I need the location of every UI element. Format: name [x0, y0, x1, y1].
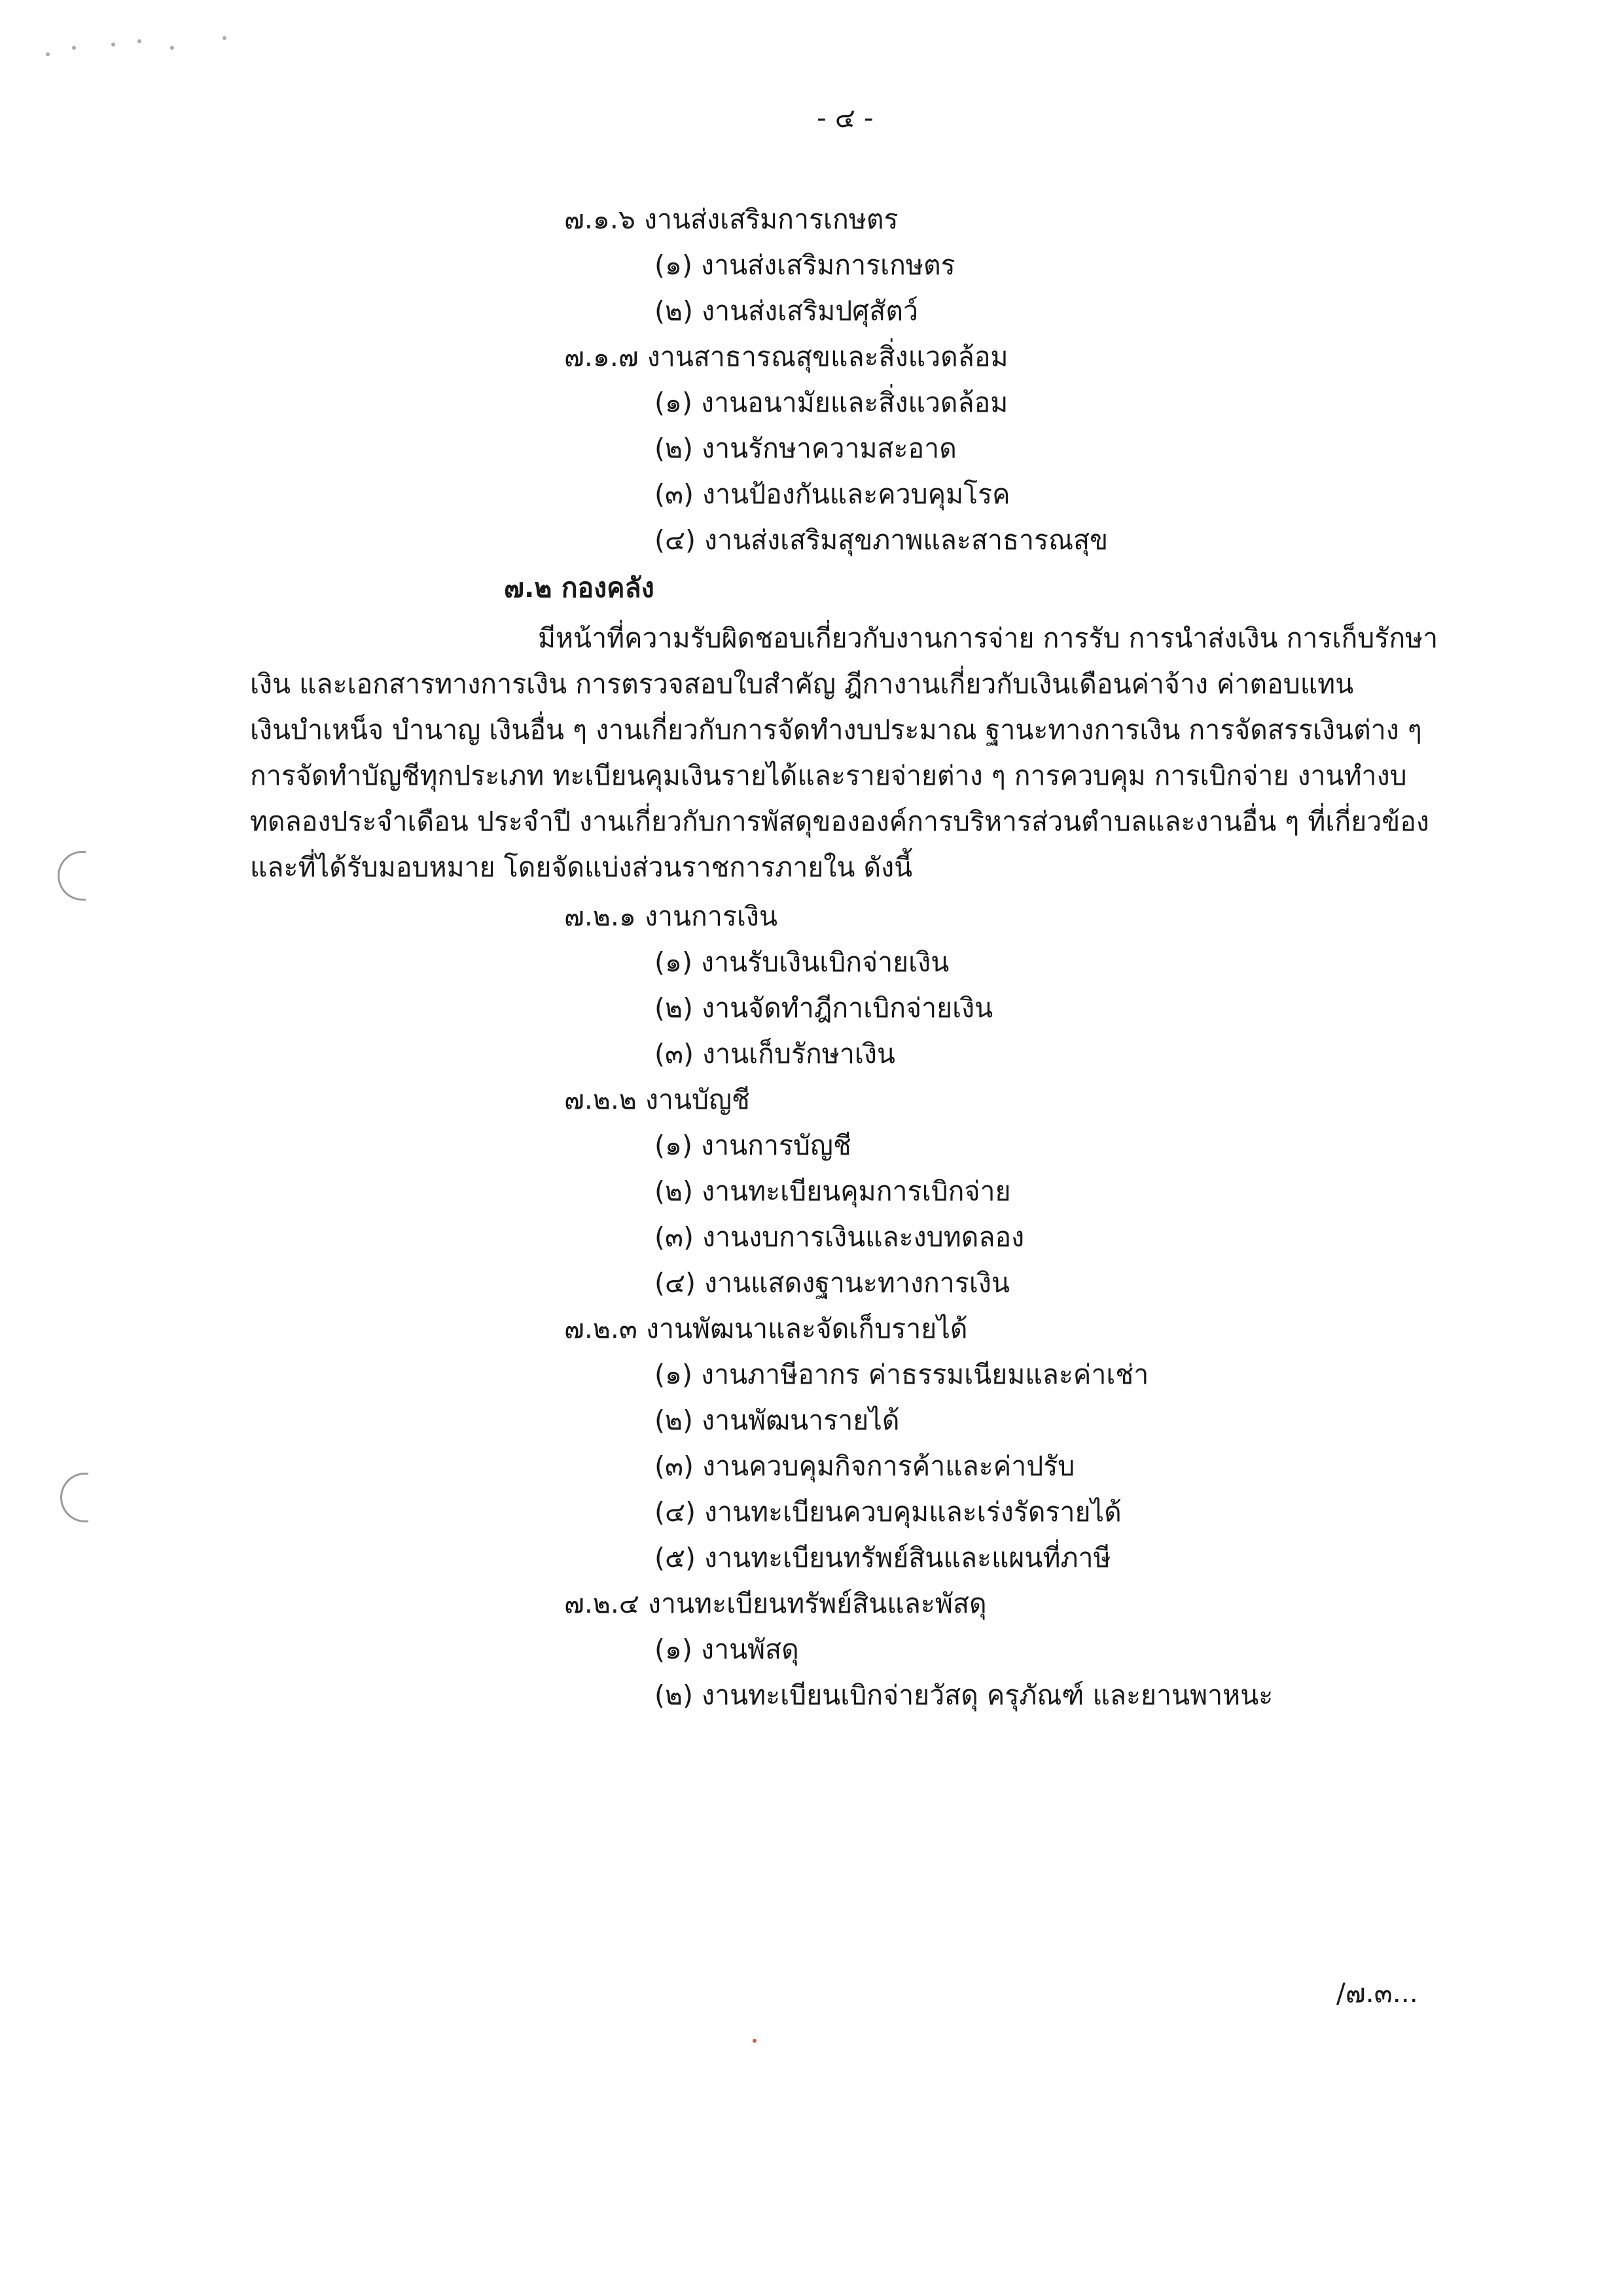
list-item: (๔) งานส่งเสริมสุขภาพและสาธารณสุข [654, 524, 1109, 556]
section-heading-72: ๗.๒ กองคลัง [504, 572, 654, 603]
list-item: (๒) งานทะเบียนเบิกจ่ายวัสดุ ครุภัณฑ์ และยานพาหนะ [654, 1679, 1274, 1711]
page-number: - ๔ - [817, 102, 874, 134]
list-item: (๑) งานส่งเสริมการเกษตร [654, 249, 955, 281]
list-item: (๓) งานควบคุมกิจการค้าและค่าปรับ [654, 1450, 1075, 1482]
list-item: (๔) งานแสดงฐานะทางการเงิน [654, 1267, 1010, 1299]
section-heading-716: ๗.๑.๖ งานส่งเสริมการเกษตร [564, 204, 899, 235]
section-72-paragraph [250, 615, 1438, 890]
paragraph-line: ทดลองประจำเดือน ประจำปี งานเกี่ยวกับการพัสดุขององค์การบริหารส่วนตำบลและงานอื่น ๆ ที่เกี่ยวข้อง [250, 806, 1429, 837]
list-item: (๑) งานการบัญชี [654, 1130, 851, 1161]
section-heading-721: ๗.๒.๑ งานการเงิน [564, 901, 777, 932]
scan-specks [39, 26, 236, 79]
paragraph-line: เงินบำเหน็จ บำนาญ เงินอื่น ๆ งานเกี่ยวกับการจัดทำงบประมาณ ฐานะทางการเงิน การจัดสรรเงินต่าง ๆ [250, 714, 1422, 745]
list-item: (๒) งานรักษาความสะอาด [654, 433, 957, 464]
paragraph-line: เงิน และเอกสารทางการเงิน การตรวจสอบใบสำคัญ ฎีกางานเกี่ยวกับเงินเดือนค่าจ้าง ค่าตอบแทน [250, 668, 1354, 700]
list-item: (๔) งานทะเบียนควบคุมและเร่งรัดรายได้ [654, 1496, 1122, 1528]
continuation-marker: /๗.๓... [1336, 1977, 1418, 2009]
list-item: (๓) งานงบการเงินและงบทดลอง [654, 1221, 1025, 1253]
scan-speck [753, 2039, 757, 2043]
section-heading-722: ๗.๒.๒ งานบัญชี [564, 1084, 750, 1115]
list-item: (๕) งานทะเบียนทรัพย์สินและแผนที่ภาษี [654, 1542, 1111, 1573]
list-item: (๑) งานรับเงินเบิกจ่ายเงิน [654, 946, 950, 978]
list-item: (๑) งานอนามัยและสิ่งแวดล้อม [654, 387, 1008, 418]
binder-hole-mark [58, 851, 86, 901]
list-item: (๑) งานพัสดุ [654, 1634, 799, 1665]
section-heading-723: ๗.๒.๓ งานพัฒนาและจัดเก็บรายได้ [564, 1313, 968, 1344]
list-item: (๒) งานจัดทำฎีกาเบิกจ่ายเงิน [654, 992, 993, 1024]
paragraph-line: มีหน้าที่ความรับผิดชอบเกี่ยวกับงานการจ่าย การรับ การนำส่งเงิน การเก็บรักษา [538, 622, 1438, 654]
paragraph-line: และที่ได้รับมอบหมาย โดยจัดแบ่งส่วนราชการภายใน ดังนี้ [250, 852, 913, 883]
list-item: (๑) งานภาษีอากร ค่าธรรมเนียมและค่าเช่า [654, 1359, 1149, 1390]
section-heading-717: ๗.๑.๗ งานสาธารณสุขและสิ่งแวดล้อม [564, 341, 1008, 372]
binder-hole-mark [60, 1473, 88, 1522]
section-heading-724: ๗.๒.๔ งานทะเบียนทรัพย์สินและพัสดุ [564, 1588, 987, 1619]
paragraph-line: การจัดทำบัญชีทุกประเภท ทะเบียนคุมเงินรายได้และรายจ่ายต่าง ๆ การควบคุม การเบิกจ่าย งานทำงบ [250, 760, 1407, 791]
list-item: (๓) งานเก็บรักษาเงิน [654, 1038, 895, 1069]
list-item: (๒) งานพัฒนารายได้ [654, 1405, 900, 1436]
list-item: (๓) งานป้องกันและควบคุมโรค [654, 478, 1010, 510]
list-item: (๒) งานทะเบียนคุมการเบิกจ่าย [654, 1175, 1011, 1207]
list-item: (๒) งานส่งเสริมปศุสัตว์ [654, 295, 918, 327]
